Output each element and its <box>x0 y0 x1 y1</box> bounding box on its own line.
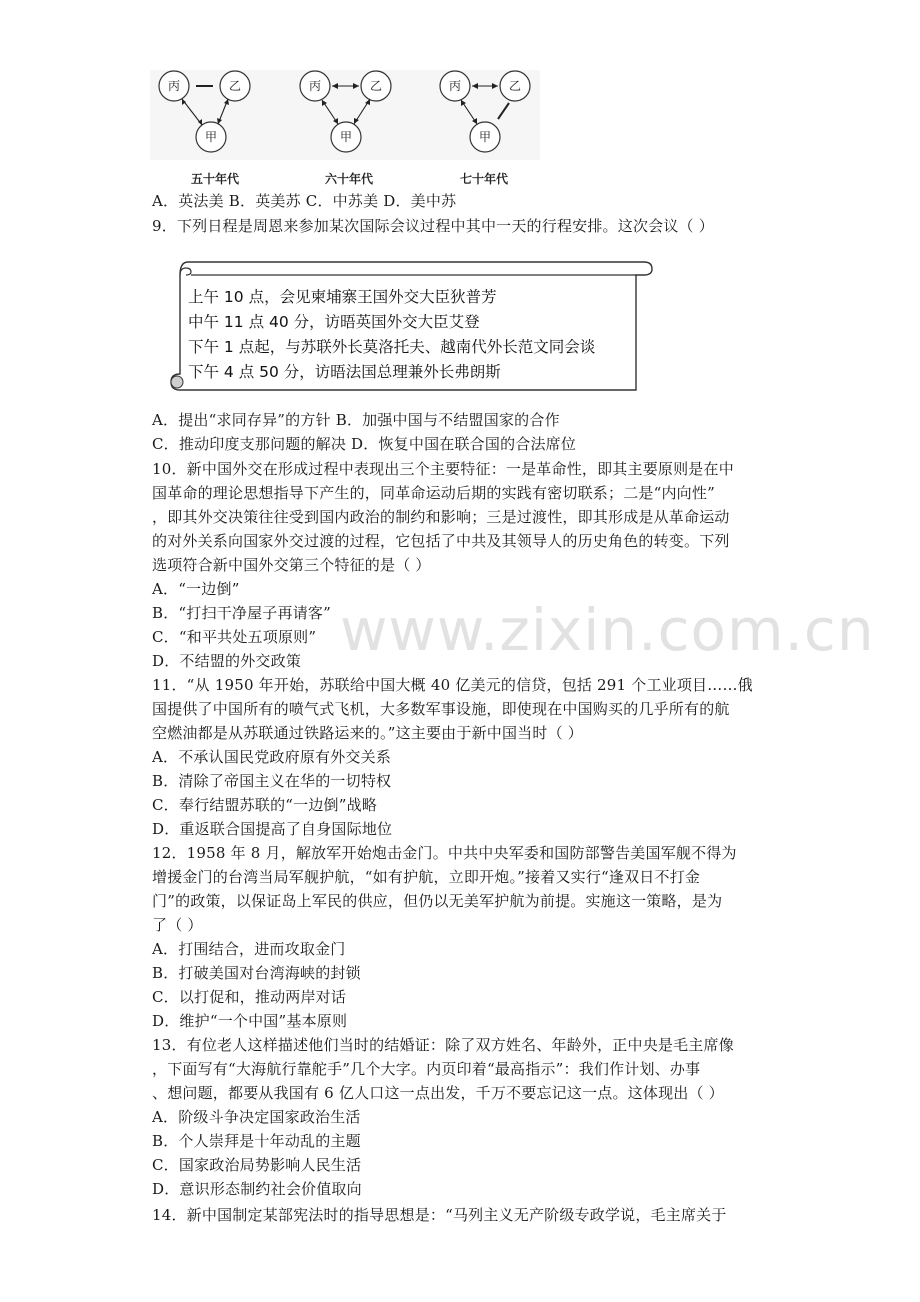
node-jia: 甲 <box>204 130 218 144</box>
q11-stem-2: 国提供了中国所有的喷气式飞机，大多数军事设施，即使现在中国购买的几乎所有的航 <box>152 700 730 718</box>
q11-option-b: B．清除了帝国主义在华的一切特权 <box>152 772 392 790</box>
q12-stem-4: 了（ ） <box>152 916 203 934</box>
q10-option-a: A．“一边倒” <box>152 580 240 598</box>
q10-option-c: C．“和平共处五项原则” <box>152 628 317 646</box>
diagram-caption-1950s: 五十年代 <box>190 172 239 186</box>
q9-option-line-2: C．推动印度支那问题的解决 D．恢复中国在联合国的合法席位 <box>152 435 577 453</box>
triangle-diagram <box>296 66 416 161</box>
schedule-line-2: 中午 11 点 40 分，访晤英国外交大臣艾登 <box>188 313 480 331</box>
q8-options: A．英法美 B．英美苏 C．中苏美 D．美中苏 <box>152 192 457 210</box>
q10-option-d: D．不结盟的外交政策 <box>152 652 302 670</box>
q11-option-a: A．不承认国民党政府原有外交关系 <box>152 748 392 766</box>
q13-stem-3: 、想问题，都要从我国有 6 亿人口这一点出发，千万不要忘记这一点。这体现出（ ） <box>152 1084 724 1102</box>
q13-option-a: A．阶级斗争决定国家政治生活 <box>152 1108 361 1126</box>
node-yi: 乙 <box>228 79 242 93</box>
node-yi: 乙 <box>369 79 383 93</box>
q12-stem-3: 门”的政策，以保证岛上军民的供应，但仍以无美军护航为前提。实施这一策略，是为 <box>152 892 723 910</box>
node-jia: 甲 <box>478 130 492 144</box>
q14-stem-1: 14．新中国制定某部宪法时的指导思想是：“马列主义无产阶级专政学说，毛主席关于 <box>152 1206 727 1224</box>
q10-option-b: B．“打扫干净屋子再请客” <box>152 604 331 622</box>
schedule-line-4: 下午 4 点 50 分，访晤法国总理兼外长弗朗斯 <box>188 363 501 381</box>
q10-stem-2: 国革命的理论思想指导下产生的，同革命运动后期的实践有密切联系；二是“内向性” <box>152 484 715 502</box>
q12-stem-1: 12．1958 年 8 月，解放军开始炮击金门。中共中央军委和国防部警告美国军舰不得为 <box>152 844 737 862</box>
triangle-diagram <box>155 66 275 161</box>
q10-stem-4: 的对外关系向国家外交过渡的过程，它包括了中共及其领导人的历史角色的转变。下列 <box>152 532 730 550</box>
q11-option-c: C．奉行结盟苏联的“一边倒”战略 <box>152 796 378 814</box>
q12-option-d: D．维护“一个中国”基本原则 <box>152 1012 348 1030</box>
q13-stem-2: ，下面写有“大海航行靠舵手”几个大字。内页印着“最高指示”：我们作计划、办事 <box>152 1060 701 1078</box>
node-bing: 丙 <box>308 79 322 93</box>
node-bing: 丙 <box>167 79 181 93</box>
q13-stem-1: 13．有位老人这样描述他们当时的结婚证：除了双方姓名、年龄外，正中央是毛主席像 <box>152 1036 734 1054</box>
schedule-scroll <box>168 258 653 398</box>
q10-stem-3: ，即其外交决策往往受到国内政治的制约和影响；三是过渡性，即其形成是从革命运动 <box>152 508 730 526</box>
q9-option-line-1: A．提出“求同存异”的方针 B．加强中国与不结盟国家的合作 <box>152 411 560 429</box>
diagram-caption-1960s: 六十年代 <box>324 172 373 186</box>
triangle-diagram <box>436 66 556 161</box>
q10-stem-1: 10．新中国外交在形成过程中表现出三个主要特征：一是革命性，即其主要原则是在中 <box>152 460 734 478</box>
watermark: www.zixin.com.cn <box>340 596 875 664</box>
q10-stem-5: 选项符合新中国外交第三个特征的是（ ） <box>152 556 431 574</box>
node-bing: 丙 <box>448 79 462 93</box>
diagram-caption-1970s: 七十年代 <box>459 172 508 186</box>
schedule-line-1: 上午 10 点，会见柬埔寨王国外交大臣狄普芳 <box>188 288 497 306</box>
schedule-line-3: 下午 1 点起，与苏联外长莫洛托夫、越南代外长范文同会谈 <box>188 338 596 356</box>
q12-option-b: B．打破美国对台湾海峡的封锁 <box>152 964 361 982</box>
q11-stem-3: 空燃油都是从苏联通过铁路运来的。”这主要由于新中国当时（ ） <box>152 724 583 742</box>
q9-stem: 9．下列日程是周恩来参加某次国际会议过程中其中一天的行程安排。这次会议（ ） <box>152 217 714 235</box>
q12-stem-2: 增援金门的台湾当局军舰护航，“如有护航，立即开炮。”接着又实行“逢双日不打金 <box>152 868 701 886</box>
q11-stem-1: 11．“从 1950 年开始，苏联给中国大概 40 亿美元的信贷，包括 291 个工业项目……俄 <box>152 676 753 694</box>
q13-option-b: B．个人崇拜是十年动乱的主题 <box>152 1132 361 1150</box>
q12-option-a: A．打围结合，进而攻取金门 <box>152 940 346 958</box>
q12-option-c: C．以打促和，推动两岸对话 <box>152 988 347 1006</box>
q13-option-d: D．意识形态制约社会价值取向 <box>152 1180 362 1198</box>
node-yi: 乙 <box>508 79 522 93</box>
node-jia: 甲 <box>339 130 353 144</box>
q11-option-d: D．重返联合国提高了自身国际地位 <box>152 820 393 838</box>
q13-option-c: C．国家政治局势影响人民生活 <box>152 1156 362 1174</box>
